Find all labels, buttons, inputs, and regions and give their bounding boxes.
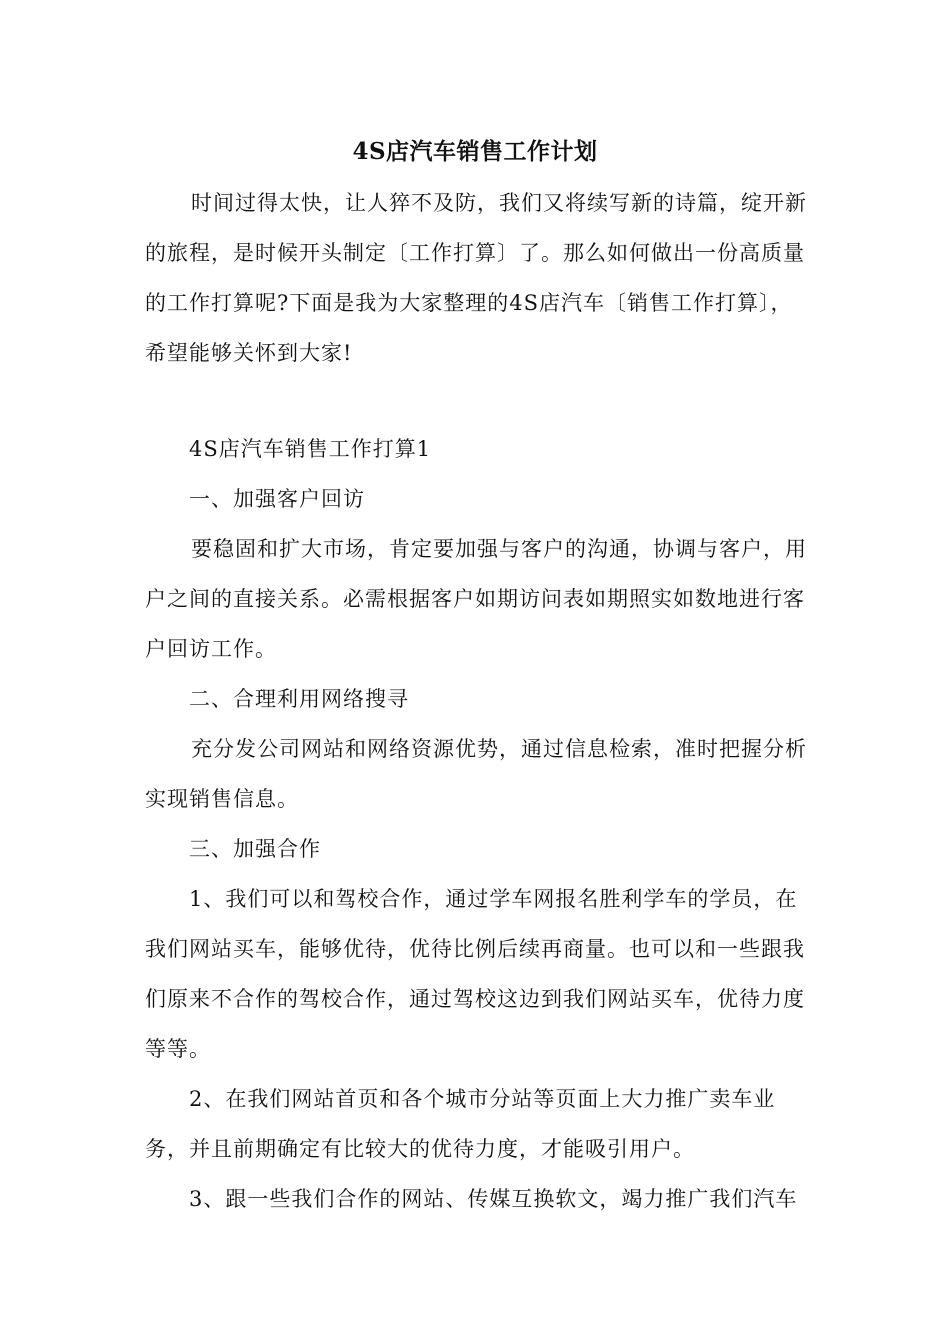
list-item-1: 1、我们可以和驾校合作，通过学车网报名胜利学车的学员，在我们网站买车，能够优待，优待比例后续再商量。也可以和一些跟我们原来不合作的驾校合作，通过驾校这边到我们网站买车，优待力度等等。 [145, 887, 805, 1061]
heading-network-search: 二、合理利用网络搜寻 [189, 687, 409, 711]
list-item-3: 3、跟一些我们合作的网站、传媒互换软文，竭力推广我们汽车 [189, 1187, 798, 1211]
paragraph-network-search: 充分发公司网站和网络资源优势，通过信息检索，准时把握分析实现销售信息。 [145, 737, 807, 811]
document-title: 4S店汽车销售工作计划 [352, 138, 598, 165]
paragraph-customer-visits: 要稳固和扩大市场，肯定要加强与客户的沟通，协调与客户，用户之间的直接关系。必需根据客户如期访问表如期照实如数地进行客户回访工作。 [145, 537, 807, 661]
intro-paragraph: 时间过得太快，让人猝不及防，我们又将续写新的诗篇，绽开新的旅程，是时候开头制定〔工作打算〕了。那么如何做出一份高质量的工作打算呢?下面是我为大家整理的4S店汽车〔销售工作打算〕，希望能够关怀到大家! [145, 191, 807, 365]
list-item-2: 2、在我们网站首页和各个城市分站等页面上大力推广卖车业务，并且前期确定有比较大的优待力度，才能吸引用户。 [145, 1087, 776, 1161]
heading-customer-visits: 一、加强客户回访 [189, 487, 365, 511]
section-heading: 4S店汽车销售工作打算1 [189, 437, 432, 461]
heading-cooperation: 三、加强合作 [189, 837, 321, 861]
